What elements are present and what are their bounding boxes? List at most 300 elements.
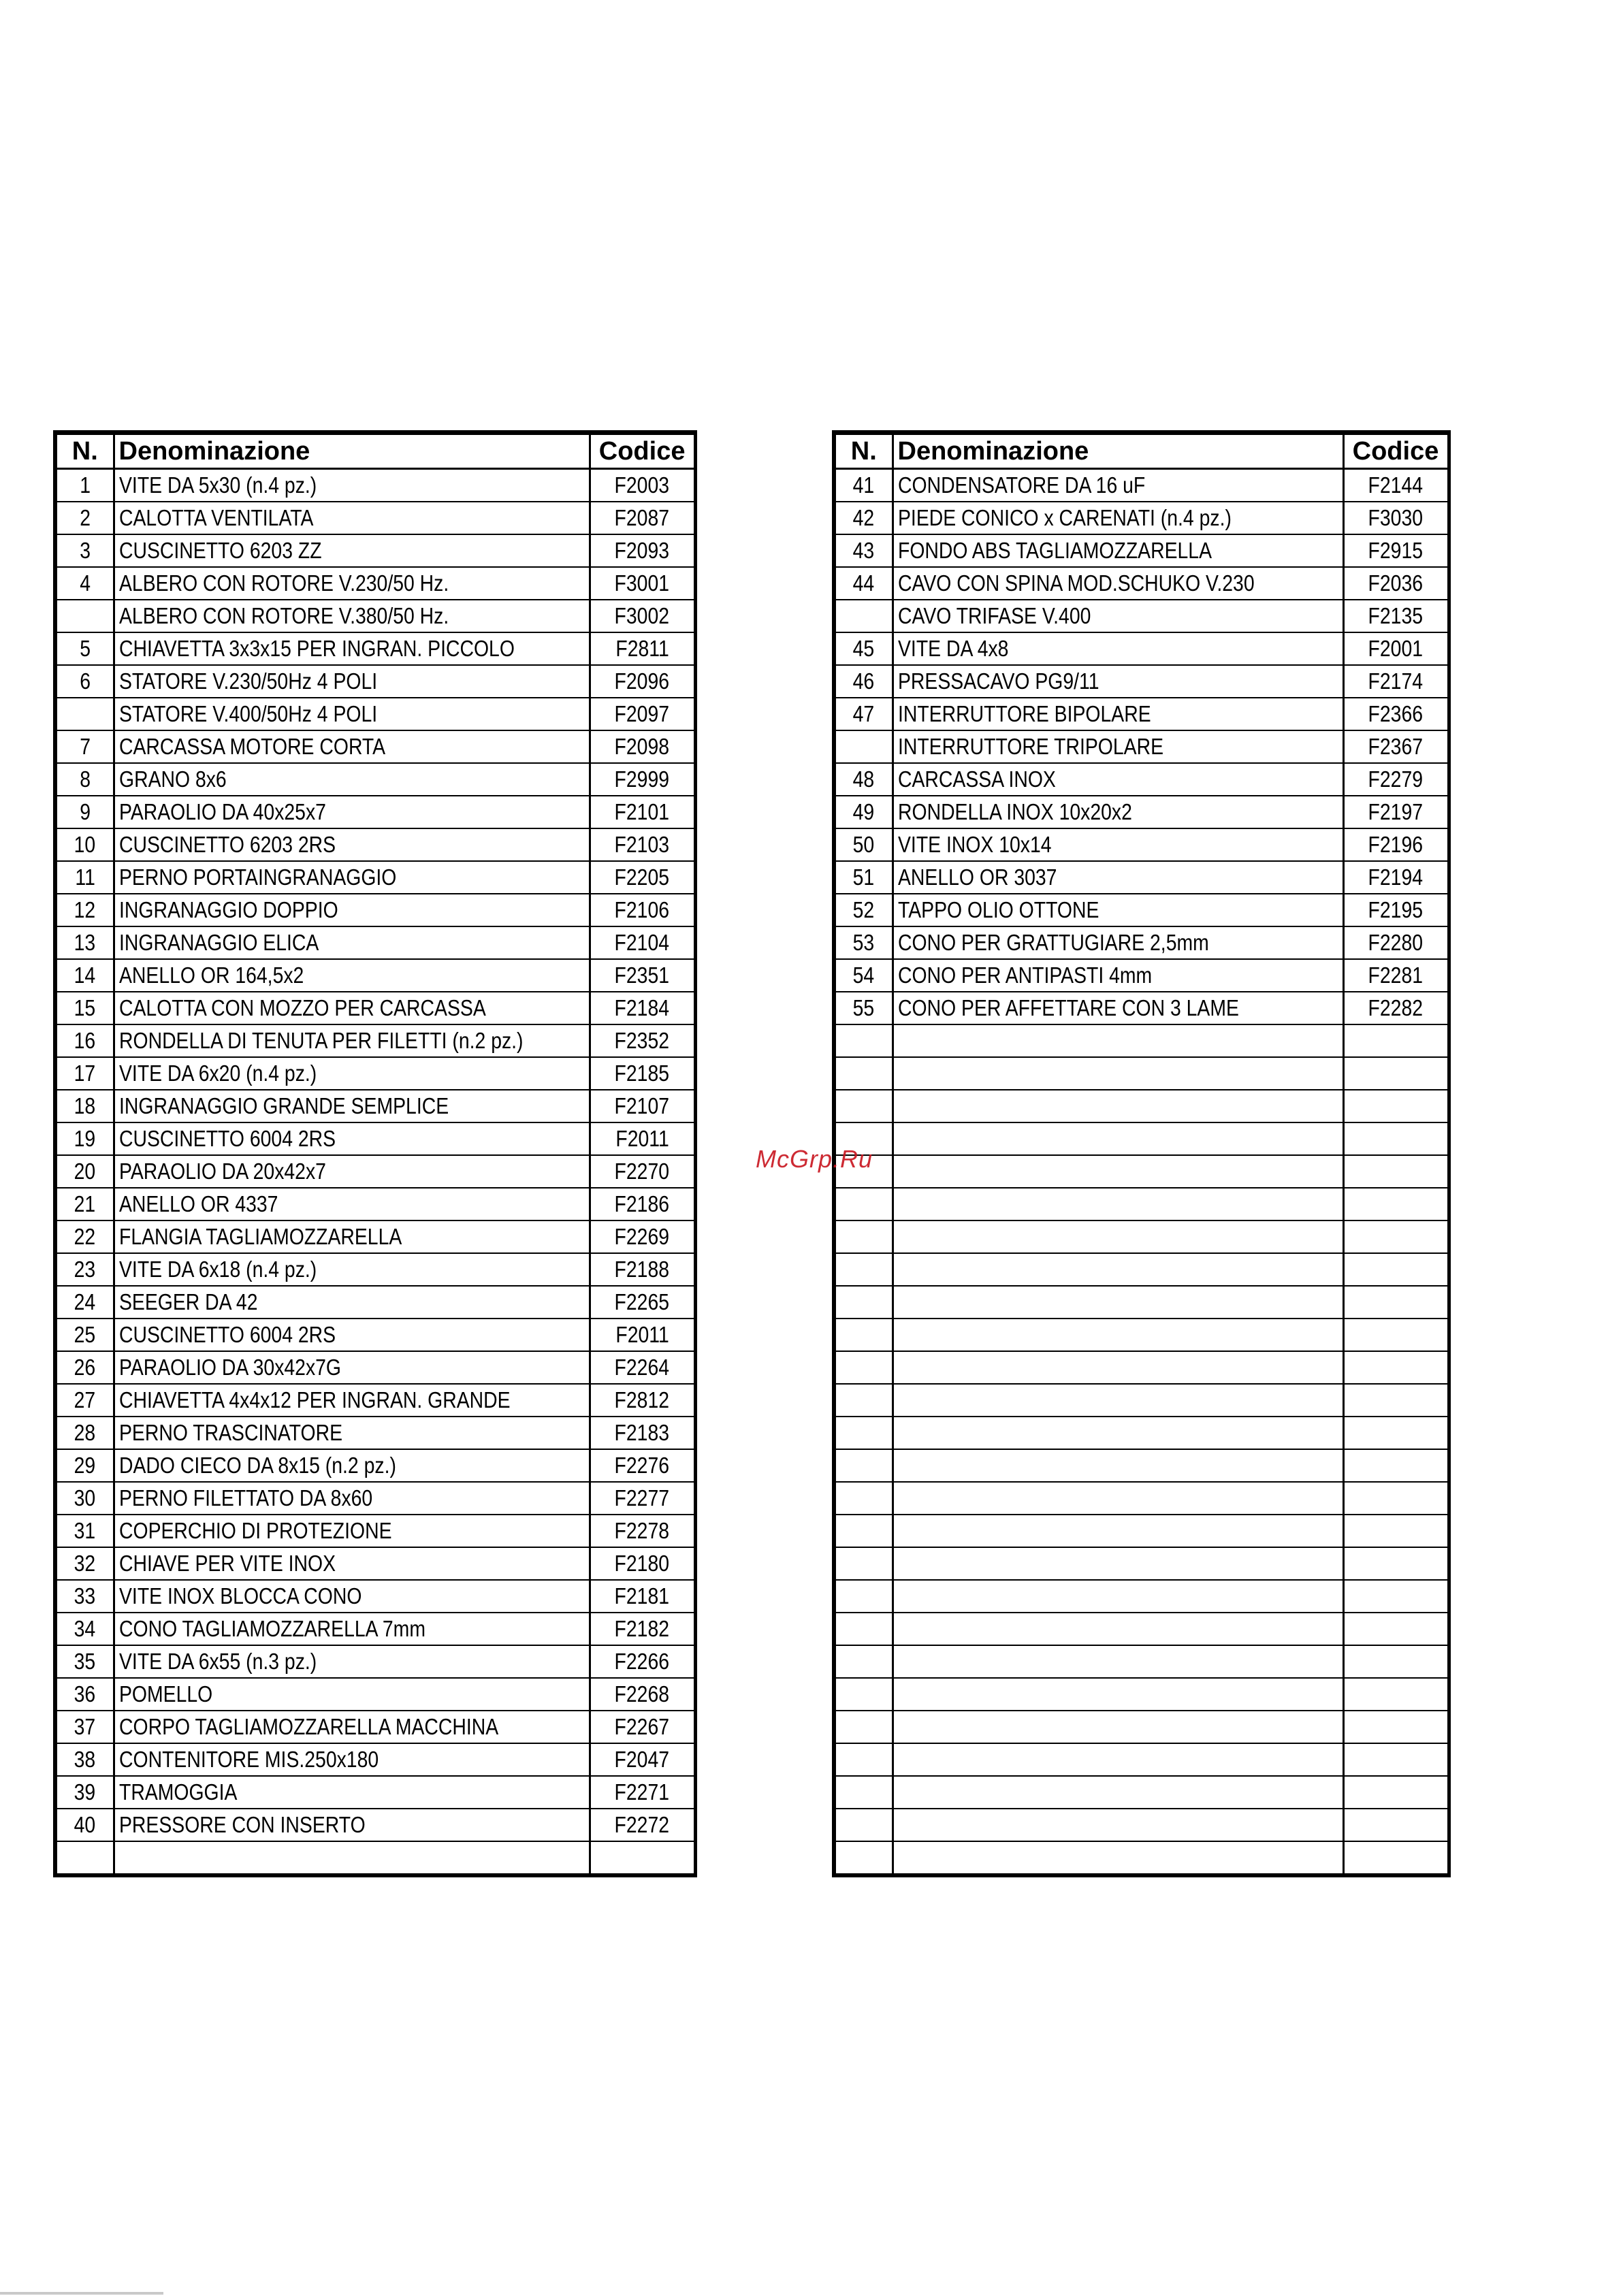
part-code-cell-text: F2282: [1368, 995, 1424, 1020]
part-number-cell-text: 5: [79, 636, 91, 661]
table-row: [834, 469, 1449, 502]
part-code-cell-text: F2999: [614, 766, 670, 792]
part-number-cell: [55, 1188, 114, 1220]
part-number-cell-text: 52: [852, 897, 875, 922]
part-code-cell-text: F2093: [614, 538, 670, 563]
part-number-cell: [55, 1743, 114, 1776]
header-denominazione: Denominazione: [114, 433, 590, 469]
part-number-cell: [55, 1645, 114, 1678]
table-row: [55, 1155, 695, 1188]
table-row: [55, 534, 695, 567]
part-code-cell-text: F2103: [614, 832, 670, 857]
table-row: [834, 1482, 1449, 1515]
table-row: [55, 730, 695, 763]
part-number-cell: [834, 796, 893, 828]
part-number-cell: [834, 1482, 893, 1515]
part-number-cell: [55, 1090, 114, 1122]
part-code-cell-text: F2196: [1368, 832, 1424, 857]
part-number-cell-text: 30: [74, 1485, 96, 1510]
part-number-cell-text: 21: [74, 1191, 96, 1216]
part-code-cell-text: F2205: [614, 864, 670, 890]
part-code-cell: [1343, 1515, 1449, 1547]
table-row: [834, 1155, 1449, 1188]
part-number-cell: [834, 1449, 893, 1482]
part-code-cell: [1343, 894, 1449, 926]
part-number-cell: [834, 600, 893, 632]
part-number-cell: [834, 1743, 893, 1776]
table-row: [834, 1515, 1449, 1547]
part-code-cell-text: F2267: [614, 1714, 670, 1739]
part-name-cell-text: CONTENITORE MIS.250x180: [118, 1747, 379, 1772]
part-number-cell: [834, 1351, 893, 1384]
table-row: [55, 959, 695, 992]
table-row: [55, 1711, 695, 1743]
part-name-cell: [893, 665, 1343, 698]
part-name-cell-text: PRESSACAVO PG9/11: [897, 668, 1099, 694]
part-name-cell-text: SEEGER DA 42: [118, 1289, 257, 1314]
table-row: [55, 1776, 695, 1809]
part-number-cell: [55, 1220, 114, 1253]
part-name-cell-text: GRANO 8x6: [118, 766, 227, 792]
part-code-cell-text: F2181: [614, 1583, 670, 1608]
part-name-cell: [114, 1384, 590, 1417]
table-row: [55, 1057, 695, 1090]
part-number-cell: [55, 1417, 114, 1449]
part-code-cell: [590, 1351, 695, 1384]
part-number-cell-text: 29: [74, 1453, 96, 1478]
part-name-cell: [893, 698, 1343, 730]
part-name-cell: [893, 1417, 1343, 1449]
part-number-cell-text: 39: [74, 1779, 96, 1805]
part-number-cell-text: 49: [852, 799, 875, 824]
part-name-cell: [114, 1122, 590, 1155]
part-code-cell-text: F2047: [614, 1747, 670, 1772]
part-name-cell: [893, 1613, 1343, 1645]
part-name-cell: [893, 1090, 1343, 1122]
part-code-cell-text: F2098: [614, 734, 670, 759]
part-code-cell-text: F2280: [1368, 930, 1424, 955]
part-code-cell: [590, 1547, 695, 1580]
part-number-cell-text: 46: [852, 668, 875, 694]
part-number-cell: [834, 1319, 893, 1351]
part-code-cell: [1343, 828, 1449, 861]
part-number-cell: [834, 1286, 893, 1319]
table-row: [55, 894, 695, 926]
part-number-cell-text: 9: [79, 799, 91, 824]
part-name-cell: [893, 1449, 1343, 1482]
part-number-cell-text: 53: [852, 930, 875, 955]
part-name-cell: [114, 1613, 590, 1645]
table-row: [55, 1417, 695, 1449]
part-name-cell: [893, 763, 1343, 796]
part-code-cell: [590, 1384, 695, 1417]
part-number-cell-text: 32: [74, 1551, 96, 1576]
part-code-cell: [590, 1188, 695, 1220]
part-number-cell-text: 24: [74, 1289, 96, 1314]
part-number-cell: [834, 1515, 893, 1547]
part-name-cell-text: ALBERO CON ROTORE V.230/50 Hz.: [118, 570, 449, 596]
part-name-cell: [114, 1645, 590, 1678]
part-name-cell: [114, 1253, 590, 1286]
part-number-cell: [834, 469, 893, 502]
part-number-cell: [55, 1122, 114, 1155]
table-row: [55, 469, 695, 502]
part-number-cell-text: 38: [74, 1747, 96, 1772]
part-name-cell-text: CUSCINETTO 6203 ZZ: [118, 538, 322, 563]
part-code-cell: [1343, 469, 1449, 502]
part-number-cell-text: 14: [74, 963, 96, 988]
part-name-cell: [893, 502, 1343, 534]
part-number-cell-text: 26: [74, 1355, 96, 1380]
part-number-cell-text: 31: [74, 1518, 96, 1543]
part-code-cell: [1343, 1449, 1449, 1482]
part-name-cell-text: PARAOLIO DA 30x42x7G: [118, 1355, 341, 1380]
part-code-cell-text: F2279: [1368, 766, 1424, 792]
part-code-cell-text: F2101: [614, 799, 670, 824]
part-code-cell: [590, 502, 695, 534]
part-code-cell: [1343, 1286, 1449, 1319]
table-header-row: [834, 433, 1449, 469]
part-number-cell: [55, 1841, 114, 1875]
part-code-cell-text: F2366: [1368, 701, 1424, 726]
part-code-cell: [590, 1449, 695, 1482]
part-number-cell-text: 34: [74, 1616, 96, 1641]
part-code-cell-text: F2174: [1368, 668, 1424, 694]
part-code-cell: [1343, 1220, 1449, 1253]
part-code-cell: [590, 1286, 695, 1319]
part-number-cell: [834, 1188, 893, 1220]
part-code-cell: [590, 992, 695, 1024]
part-name-cell: [893, 1319, 1343, 1351]
part-name-cell-text: COPERCHIO DI PROTEZIONE: [118, 1518, 392, 1543]
part-number-cell-text: 23: [74, 1257, 96, 1282]
part-number-cell-text: 6: [79, 668, 91, 694]
table-row: [55, 1384, 695, 1417]
part-code-cell: [1343, 1155, 1449, 1188]
part-name-cell: [114, 600, 590, 632]
part-code-cell: [1343, 861, 1449, 894]
part-name-cell: [893, 1286, 1343, 1319]
part-number-cell: [834, 763, 893, 796]
part-code-cell: [590, 665, 695, 698]
part-number-cell: [55, 763, 114, 796]
part-code-cell-text: F3002: [614, 603, 670, 628]
parts-table-right: [832, 430, 1451, 1877]
table-row: [55, 665, 695, 698]
part-code-cell-text: F2097: [614, 701, 670, 726]
table-row: [55, 926, 695, 959]
part-code-cell-text: F2264: [614, 1355, 670, 1380]
part-name-cell: [114, 763, 590, 796]
table-row: [834, 1090, 1449, 1122]
part-name-cell: [893, 730, 1343, 763]
watermark: McGrp.Ru: [756, 1145, 873, 1173]
table-row: [834, 1057, 1449, 1090]
part-code-cell: [1343, 1057, 1449, 1090]
part-number-cell: [55, 1024, 114, 1057]
part-number-cell: [55, 992, 114, 1024]
part-code-cell: [1343, 1678, 1449, 1711]
table-row: [55, 763, 695, 796]
table-row: [834, 502, 1449, 534]
part-code-cell-text: F2265: [614, 1289, 670, 1314]
part-code-cell-text: F2184: [614, 995, 670, 1020]
part-code-cell-text: F2915: [1368, 538, 1424, 563]
table-row: [55, 567, 695, 600]
part-code-cell-text: F2271: [614, 1779, 670, 1805]
part-number-cell-text: 47: [852, 701, 875, 726]
part-code-cell-text: F2011: [615, 1322, 669, 1347]
table-row: [834, 1319, 1449, 1351]
part-number-cell-text: 8: [79, 766, 91, 792]
part-code-cell-text: F2135: [1368, 603, 1424, 628]
part-number-cell: [55, 698, 114, 730]
part-code-cell: [590, 1319, 695, 1351]
part-code-cell-text: F2194: [1368, 864, 1424, 890]
part-number-cell: [55, 894, 114, 926]
part-name-cell-text: VITE DA 6x18 (n.4 pz.): [118, 1257, 317, 1282]
part-code-cell-text: F2182: [614, 1616, 670, 1641]
part-number-cell: [834, 926, 893, 959]
table-row: [55, 992, 695, 1024]
part-name-cell: [893, 926, 1343, 959]
part-code-cell: [1343, 1482, 1449, 1515]
part-code-cell: [590, 1482, 695, 1515]
part-name-cell: [114, 992, 590, 1024]
part-number-cell: [55, 1711, 114, 1743]
part-number-cell: [55, 1253, 114, 1286]
part-number-cell: [834, 1809, 893, 1841]
part-code-cell: [590, 1645, 695, 1678]
part-name-cell-text: PARAOLIO DA 40x25x7: [118, 799, 326, 824]
part-number-cell-text: 18: [74, 1093, 96, 1118]
part-name-cell-text: INGRANAGGIO DOPPIO: [118, 897, 338, 922]
part-code-cell: [1343, 959, 1449, 992]
part-code-cell-text: F3030: [1368, 505, 1424, 530]
part-number-cell: [55, 1482, 114, 1515]
table-row: [55, 698, 695, 730]
part-code-cell: [590, 1122, 695, 1155]
part-code-cell-text: F2107: [614, 1093, 670, 1118]
part-number-cell: [55, 1515, 114, 1547]
part-name-cell: [893, 469, 1343, 502]
table-row: [55, 1090, 695, 1122]
table-row: [55, 1482, 695, 1515]
part-number-cell: [55, 1776, 114, 1809]
part-name-cell: [114, 1678, 590, 1711]
part-code-cell-text: F2011: [615, 1126, 669, 1151]
part-number-cell: [55, 796, 114, 828]
part-name-cell: [893, 1351, 1343, 1384]
table-row: [834, 665, 1449, 698]
part-number-cell-text: 25: [74, 1322, 96, 1347]
table-row: [834, 1776, 1449, 1809]
part-number-cell: [834, 1645, 893, 1678]
part-code-cell: [1343, 1841, 1449, 1875]
part-number-cell-text: 12: [74, 897, 96, 922]
part-number-cell: [834, 992, 893, 1024]
part-name-cell-text: FLANGIA TAGLIAMOZZARELLA: [118, 1224, 402, 1249]
parts-table-left-body: [55, 469, 695, 1876]
part-number-cell: [55, 502, 114, 534]
part-code-cell: [1343, 1024, 1449, 1057]
part-name-cell: [114, 1547, 590, 1580]
part-code-cell: [1343, 730, 1449, 763]
part-number-cell: [55, 1286, 114, 1319]
table-row: [834, 600, 1449, 632]
part-code-cell-text: F2195: [1368, 897, 1424, 922]
part-number-cell-text: 50: [852, 832, 875, 857]
part-name-cell: [114, 1188, 590, 1220]
part-code-cell-text: F2186: [614, 1191, 670, 1216]
part-number-cell: [834, 1090, 893, 1122]
part-number-cell-text: 37: [74, 1714, 96, 1739]
table-row: [834, 828, 1449, 861]
part-name-cell: [114, 1155, 590, 1188]
table-row: [55, 828, 695, 861]
part-number-cell: [55, 1449, 114, 1482]
table-row: [55, 1645, 695, 1678]
part-code-cell: [1343, 1776, 1449, 1809]
part-number-cell-text: 16: [74, 1028, 96, 1053]
part-number-cell: [55, 1580, 114, 1613]
part-name-cell: [893, 828, 1343, 861]
part-number-cell-text: 2: [79, 505, 91, 530]
part-name-cell-text: CHIAVETTA 3x3x15 PER INGRAN. PICCOLO: [118, 636, 515, 661]
part-code-cell-text: F2183: [614, 1420, 670, 1445]
part-name-cell: [114, 534, 590, 567]
table-row: [834, 1613, 1449, 1645]
table-row: [834, 1841, 1449, 1875]
part-name-cell: [893, 1809, 1343, 1841]
part-code-cell-text: F2180: [614, 1551, 670, 1576]
table-row: [55, 1678, 695, 1711]
table-row: [834, 1809, 1449, 1841]
header-denominazione: Denominazione: [893, 433, 1343, 469]
part-name-cell-text: CUSCINETTO 6203 2RS: [118, 832, 336, 857]
part-code-cell: [1343, 1319, 1449, 1351]
part-code-cell-text: F2352: [614, 1028, 670, 1053]
part-number-cell-text: 13: [74, 930, 96, 955]
part-number-cell: [55, 1613, 114, 1645]
part-number-cell: [834, 665, 893, 698]
part-name-cell-text: TRAMOGGIA: [118, 1779, 237, 1805]
part-name-cell-text: CHIAVE PER VITE INOX: [118, 1551, 336, 1576]
table-row: [55, 1449, 695, 1482]
part-name-cell: [893, 632, 1343, 665]
part-number-cell: [834, 1547, 893, 1580]
table-row: [55, 1188, 695, 1220]
part-code-cell: [1343, 796, 1449, 828]
part-name-cell-text: PERNO FILETTATO DA 8x60: [118, 1485, 372, 1510]
part-code-cell: [590, 1809, 695, 1841]
part-name-cell-text: PRESSORE CON INSERTO: [118, 1812, 366, 1837]
part-name-cell: [114, 1743, 590, 1776]
table-row: [55, 796, 695, 828]
part-name-cell-text: VITE DA 5x30 (n.4 pz.): [118, 472, 317, 498]
part-code-cell: [590, 1024, 695, 1057]
part-name-cell-text: CORPO TAGLIAMOZZARELLA MACCHINA: [118, 1714, 498, 1739]
table-row: [55, 1220, 695, 1253]
part-code-cell-text: F2096: [614, 668, 670, 694]
part-name-cell-text: STATORE V.400/50Hz 4 POLI: [118, 701, 377, 726]
table-row: [55, 1613, 695, 1645]
part-code-cell-text: F2367: [1368, 734, 1424, 759]
part-name-cell: [893, 1515, 1343, 1547]
part-code-cell: [590, 926, 695, 959]
part-code-cell: [1343, 698, 1449, 730]
part-number-cell: [834, 1613, 893, 1645]
parts-table-right-body: [834, 469, 1449, 1876]
table-row: [55, 1580, 695, 1613]
part-number-cell-text: 11: [75, 864, 95, 890]
part-name-cell: [893, 1024, 1343, 1057]
part-number-cell-text: 22: [74, 1224, 96, 1249]
part-name-cell-text: STATORE V.230/50Hz 4 POLI: [118, 668, 377, 694]
part-number-cell: [834, 1057, 893, 1090]
part-name-cell-text: TAPPO OLIO OTTONE: [897, 897, 1099, 922]
part-code-cell: [1343, 1384, 1449, 1417]
table-row: [55, 502, 695, 534]
part-code-cell: [1343, 1122, 1449, 1155]
part-name-cell: [893, 1645, 1343, 1678]
part-code-cell: [590, 730, 695, 763]
part-name-cell: [114, 1809, 590, 1841]
part-number-cell: [834, 1841, 893, 1875]
header-n: N.: [55, 433, 114, 469]
part-number-cell: [834, 1711, 893, 1743]
part-code-cell-text: F2812: [614, 1387, 670, 1412]
part-code-cell-text: F3001: [614, 570, 670, 596]
part-name-cell-text: CONO TAGLIAMOZZARELLA 7mm: [118, 1616, 425, 1641]
part-name-cell-text: PARAOLIO DA 20x42x7: [118, 1159, 326, 1184]
table-row: [55, 1547, 695, 1580]
table-row: [834, 992, 1449, 1024]
part-code-cell: [590, 1253, 695, 1286]
part-number-cell: [55, 600, 114, 632]
part-code-cell-text: F2197: [1368, 799, 1424, 824]
part-number-cell: [834, 698, 893, 730]
table-row: [834, 1711, 1449, 1743]
part-number-cell: [834, 730, 893, 763]
part-code-cell-text: F2811: [615, 636, 669, 661]
part-code-cell-text: F2281: [1368, 963, 1424, 988]
part-number-cell: [55, 861, 114, 894]
table-row: [834, 1547, 1449, 1580]
part-name-cell: [893, 1384, 1343, 1417]
part-number-cell-text: 19: [74, 1126, 96, 1151]
part-number-cell: [55, 730, 114, 763]
table-row: [55, 1515, 695, 1547]
part-number-cell: [834, 1024, 893, 1057]
table-row: [834, 796, 1449, 828]
part-name-cell: [114, 469, 590, 502]
part-name-cell-text: ANELLO OR 3037: [897, 864, 1057, 890]
table-row: [834, 534, 1449, 567]
part-code-cell: [590, 1678, 695, 1711]
part-code-cell: [1343, 1417, 1449, 1449]
part-name-cell: [893, 1122, 1343, 1155]
part-name-cell-text: VITE DA 4x8: [897, 636, 1008, 661]
table-row: [834, 1351, 1449, 1384]
part-code-cell: [590, 1711, 695, 1743]
part-number-cell-text: 44: [852, 570, 875, 596]
part-code-cell-text: F2278: [614, 1518, 670, 1543]
table-row: [55, 1743, 695, 1776]
part-name-cell-text: RONDELLA INOX 10x20x2: [897, 799, 1132, 824]
part-name-cell: [893, 894, 1343, 926]
table-row: [834, 1449, 1449, 1482]
